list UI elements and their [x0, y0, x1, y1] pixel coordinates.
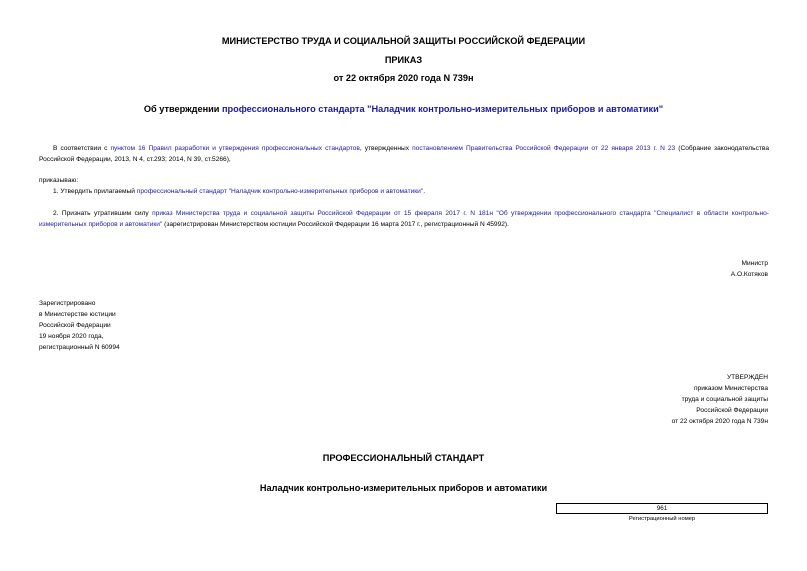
registration-line: регистрационный N 60994 [39, 344, 120, 351]
order-title [0, 104, 807, 114]
order-heading: ПРИКАЗ [384, 55, 423, 65]
registration-line: Зарегистрировано [39, 300, 96, 307]
paragraph-basis-text-3: (Собрание законодательства Российской Федерации, 2013, N 4, ст.293; 2014, N 39, ст.5266), [39, 145, 769, 163]
item-1 [39, 186, 769, 197]
link-government-decree[interactable]: постановлением Правительства Российской Федерации от 22 января 2013 г. N 23 [412, 145, 676, 152]
registration-line: 19 ноября 2020 года, [39, 333, 104, 340]
approved-block [568, 372, 768, 427]
item-2 [39, 208, 769, 230]
standard-heading: ПРОФЕССИОНАЛЬНЫЙ СТАНДАРТ [322, 453, 485, 463]
item-2-text-1: 2. Признать утратившим силу [53, 210, 153, 217]
orders-label: приказываю: [39, 177, 79, 184]
approved-line: Российской Федерации [696, 407, 768, 414]
ministry-heading: МИНИСТЕРСТВО ТРУДА И СОЦИАЛЬНОЙ ЗАЩИТЫ РОССИЙСКОЙ ФЕДЕРАЦИИ [221, 36, 586, 46]
paragraph-basis-text-1: В соответствии с [53, 145, 111, 152]
registration-line: Российской Федерации [39, 322, 111, 329]
paragraph-basis-text-2: , утвержденных [359, 145, 413, 152]
item-1-text-2: . [423, 188, 426, 195]
paragraph-basis [39, 143, 769, 165]
item-2-text-2: (зарегистрирован Министерством юстиции Российской Федерации 16 марта 2017 г., регистрационный N 45992). [162, 221, 509, 228]
registration-number-box: 961 [556, 503, 768, 514]
standard-name: Наладчик контрольно-измерительных приборов и автоматики [259, 483, 548, 493]
approved-line: труда и социальной защиты [681, 396, 768, 403]
registration-number-label: Регистрационный номер [628, 516, 696, 522]
signature-name: А.О.Котяков [730, 271, 768, 278]
registration-line: в Министерстве юстиции [39, 311, 116, 318]
order-date: от 22 октября 2020 года N 739н [333, 73, 474, 83]
link-repealed-order[interactable]: приказ Министерства труда и социальной защиты Российской Федерации от 15 февраля 2017 г. N 181н "Об утверждении профессионального стандарта "Специалист в области контрольно-измерительных приборов и автоматики" [39, 210, 769, 228]
order-title-prefix: Об утверждении [143, 104, 222, 114]
approved-line: УТВЕРЖДЕН [726, 374, 768, 381]
link-professional-standard[interactable]: профессиональный стандарт "Наладчик контрольно-измерительных приборов и автоматики" [136, 188, 424, 195]
approved-line: от 22 октября 2020 года N 739н [671, 418, 768, 425]
signature-position: Министр [741, 260, 768, 267]
item-1-text-1: 1. Утвердить прилагаемый [53, 188, 137, 195]
link-rules-point-16[interactable]: пунктом 16 Правил разработки и утверждения профессиональных стандартов [110, 145, 360, 152]
registration-block [39, 298, 120, 353]
approved-line: приказом Министерства [693, 385, 768, 392]
order-title-link[interactable]: профессионального стандарта "Наладчик контрольно-измерительных приборов и автоматики" [221, 104, 664, 114]
